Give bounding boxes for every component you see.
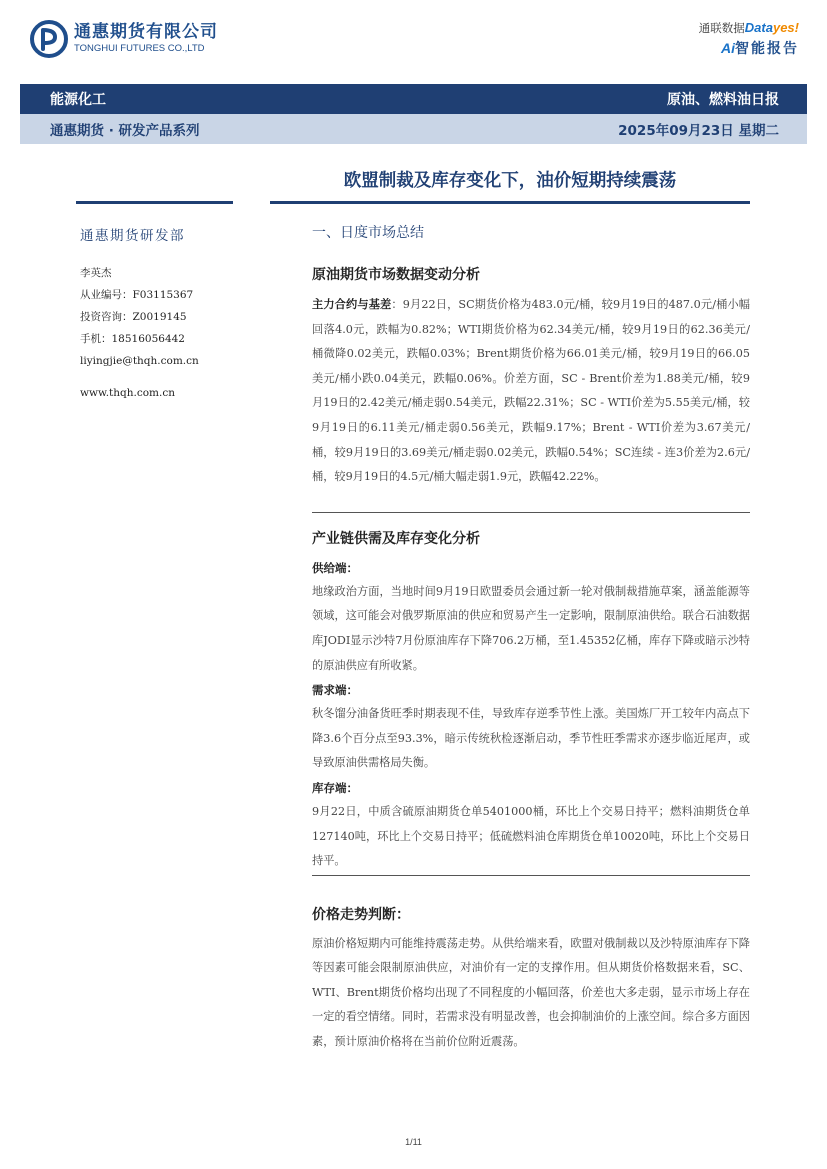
stock-paragraph: 9月22日，中质含硫原油期货仓单5401000桶，环比上个交易日持平；燃料油期货仓单127140吨，环比上个交易日持平；低硫燃料油仓库期货仓单10020吨，环比上个交易日持平。 [312, 804, 750, 868]
report-date: 2025年09月23日 星期二 [618, 123, 779, 139]
title-rule [270, 201, 750, 204]
author-email[interactable]: liyingjie@thqh.com.cn [80, 355, 199, 367]
price-text: ：9月22日，SC期货价格为483.0元/桶，较9月19日的487.0元/桶小幅回落4.0元，跌幅为0.82%；WTI期货价格为62.34美元/桶，较9月19日的62.36美元/桶微降0.02美元，跌幅0.03%；Brent期货价格为66.01美元/桶，较9月19日的66.05美元/桶小跌0.04美元，跌幅0.06%。价差方面，SC - Brent价差为1.88美元/桶，较9月19日的2.42美元/桶走弱0.54美元，跌幅22.31%；SC - WTI价差为5.55美元/桶，较9月19日的6.11美元/桶走弱0.56美元，跌幅9.17%；Brent - WTI价差为3.67美元/桶，较9月19日的3.69美元/桶走弱0.02美元，跌幅0.54%；SC连续 - 连3价差为2.6元/桶，较9月19日的4.5元/桶大幅走弱1.9元，跌幅42.22%。 [312, 298, 750, 484]
company-logo [30, 20, 218, 58]
ai-mark: Ai [721, 40, 735, 56]
stock-label: 库存端： [312, 780, 358, 795]
supply-label: 供给端： [312, 560, 358, 575]
sidebar-rule [76, 201, 233, 204]
website-link[interactable]: www.thqh.com.cn [80, 387, 175, 399]
author-sidebar [80, 224, 240, 404]
series-bar [20, 114, 807, 144]
datayes-logo [699, 20, 799, 59]
price-paragraph [312, 292, 750, 490]
page-number: 1/11 [405, 1137, 422, 1147]
company-name-cn: 通惠期货有限公司 [74, 22, 218, 42]
demand-paragraph: 秋冬馏分油备货旺季时期表现不佳，导致库存逆季节性上涨。美国炼厂开工较年内高点下降3.6个百分点至93.3%，暗示传统秋检逐渐启动，季节性旺季需求亦逐步临近尾声，或导致原油供需格局失衡。 [312, 707, 750, 770]
datayes-prefix: 通联数据 [698, 21, 745, 35]
report-body [312, 222, 750, 1055]
author-advisor: 投资咨询：Z0019145 [80, 311, 187, 323]
author-name: 李英杰 [80, 267, 112, 279]
category-left: 能源化工 [50, 92, 106, 108]
ai-report-label: 智能报告 [735, 41, 799, 57]
trend-paragraph: 原油价格短期内可能维持震荡走势。从供给端来看，欧盟对俄制裁以及沙特原油库存下降等因素可能会限制原油供应，对油价有一定的支撑作用。但从期货价格数据来看，SC、WTI、Brent期货价格均出现了不同程度的小幅回落，价差也大多走弱，显示市场上存在一定的看空情绪。同时，若需求没有明显改善，也会抑制油价的上涨空间。综合多方面因素，预计原油价格将在当前价位附近震荡。 [312, 936, 750, 1049]
category-bar [20, 84, 807, 114]
price-heading: 原油期货市场数据变动分析 [312, 267, 480, 283]
divider [312, 512, 750, 513]
series-label: 通惠期货 · 研发产品系列 [50, 123, 200, 139]
department-name: 通惠期货研发部 [80, 228, 185, 244]
datayes-brand: Data [744, 20, 773, 35]
datayes-yes: yes! [772, 20, 799, 35]
page-title: 欧盟制裁及库存变化下，油价短期持续震荡 [343, 171, 677, 191]
company-logo-icon [30, 20, 68, 58]
supply-paragraph: 地缘政治方面，当地时间9月19日欧盟委员会通过新一轮对俄制裁措施草案，涵盖能源等领域，这可能会对俄罗斯原油的供应和贸易产生一定影响，限制原油供给。联合石油数据库JODI显示沙特7月份原油库存下降706.2万桶，至1.45352亿桶，库存下降或暗示沙特的原油供应有所收紧。 [312, 584, 750, 672]
trend-heading: 价格走势判断： [312, 906, 410, 923]
price-label: 主力合约与基差 [312, 297, 392, 311]
company-name-en: TONGHUI FUTURES CO.,LTD [74, 43, 205, 54]
divider [312, 875, 750, 876]
section-heading: 一、日度市场总结 [312, 225, 424, 241]
report-type: 原油、燃料油日报 [667, 92, 779, 108]
author-cert: 从业编号：F03115367 [80, 289, 194, 301]
supply-chain-heading: 产业链供需及库存变化分析 [312, 530, 480, 547]
demand-label: 需求端： [312, 683, 358, 698]
author-phone: 手机：18516056442 [80, 333, 185, 345]
